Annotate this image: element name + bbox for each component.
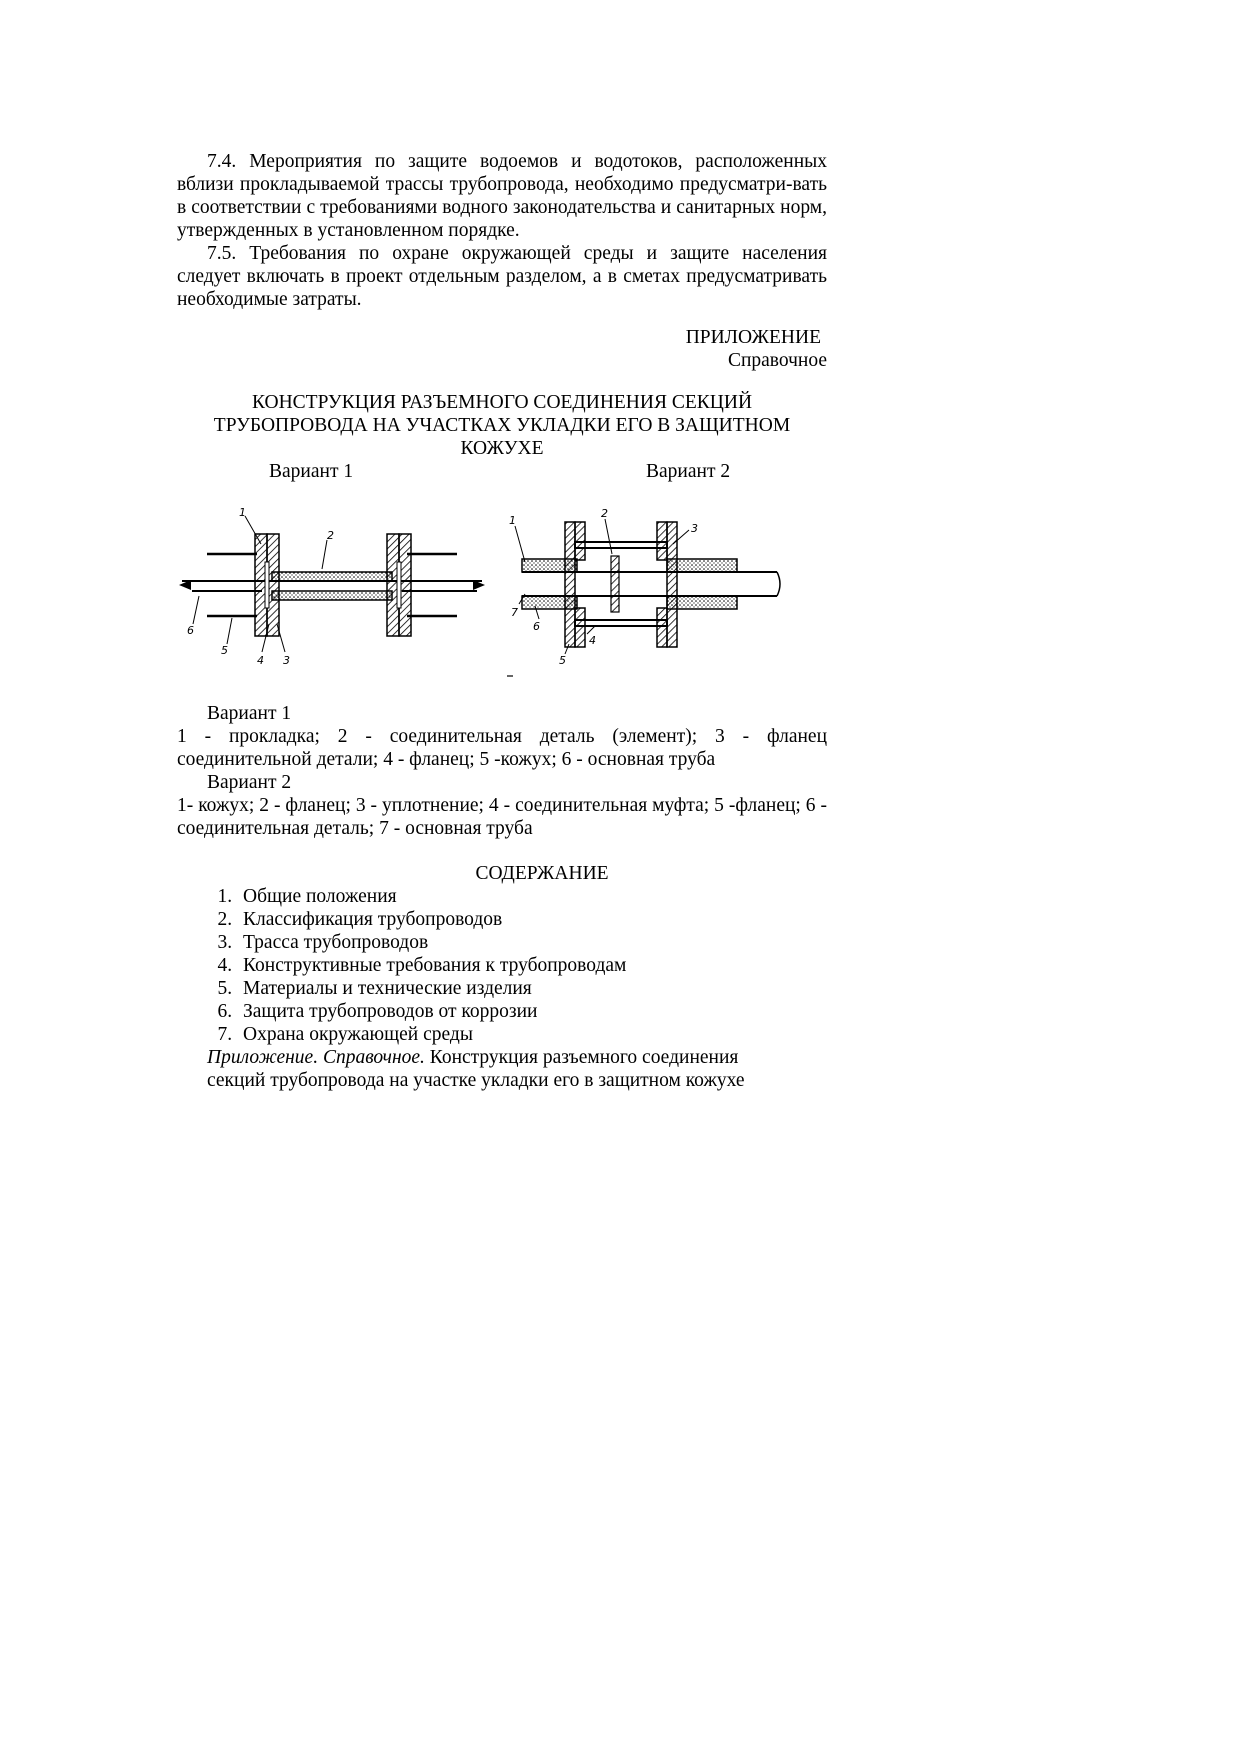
v1-label-2: 2 — [327, 529, 334, 542]
toc-item: 6. Защита трубопроводов от коррозии — [237, 1000, 827, 1023]
v2-label-2: 2 — [601, 507, 608, 520]
paragraph-7-5: 7.5. Требования по охране окружающей среды и защите населения следует включать в проект отдельным разделом, а в сметах предусматривать необходимые затраты. — [177, 243, 827, 310]
v1-label-5: 5 — [221, 644, 228, 657]
joint-diagram-figure — [177, 504, 827, 679]
toc-appendix — [177, 1046, 827, 1092]
v1-label-3: 3 — [283, 654, 290, 667]
v1-label-6: 6 — [187, 624, 194, 637]
v2-label-1: 1 — [509, 514, 516, 527]
toc-appendix-text: Конструкция разъемного соединения секций трубопровода на участке укладки его в защитном кожухе — [207, 1047, 745, 1091]
v1-label-4: 4 — [257, 654, 264, 667]
figure-legend — [177, 702, 827, 840]
toc-item: 7. Охрана окружающей среды — [237, 1023, 827, 1046]
legend-variant-1-title: Вариант 1 — [207, 703, 292, 724]
legend-variant-1-text: 1 - прокладка; 2 - соединительная деталь (элемент); 3 - фланец соединительной детали; 4 - фланец; 5 -кожух; 6 - основная труба — [177, 726, 827, 770]
v1-label-1: 1 — [239, 506, 246, 519]
v2-label-3: 3 — [691, 522, 698, 535]
toc-item: 3. Трасса трубопроводов — [237, 931, 827, 954]
v2-label-6: 6 — [533, 620, 540, 633]
toc-item: 4. Конструктивные требования к трубопроводам — [237, 954, 827, 977]
toc-appendix-label: Приложение. Справочное. — [207, 1047, 425, 1068]
document-page — [177, 150, 827, 1092]
appendix-title: КОНСТРУКЦИЯ РАЗЪЕМНОГО СОЕДИНЕНИЯ СЕКЦИЙ ТРУБОПРОВОДА НА УЧАСТКАХ УКЛАДКИ ЕГО В ЗАЩИТНОМ КОЖУХЕ — [213, 392, 791, 459]
v2-label-4: 4 — [589, 634, 596, 647]
variant-headings — [177, 460, 827, 484]
toc-item: 2. Классификация трубопроводов — [237, 908, 827, 931]
toc-title: СОДЕРЖАНИЕ — [475, 863, 609, 884]
toc-item: 5. Материалы и технические изделия — [237, 977, 827, 1000]
variant-1-drawing — [177, 504, 497, 679]
v2-label-5: 5 — [559, 654, 566, 667]
variant-2-heading: Вариант 2 — [646, 461, 731, 482]
toc-item: 1. Общие положения — [237, 885, 827, 908]
appendix-type: Справочное — [727, 350, 827, 371]
legend-variant-2-text: 1- кожух; 2 - фланец; 3 - уплотнение; 4 - соединительная муфта; 5 -фланец; 6 - соединительная деталь; 7 - основная труба — [177, 795, 827, 839]
legend-variant-2-title: Вариант 2 — [207, 772, 292, 793]
v2-label-7: 7 — [511, 606, 518, 619]
appendix-label: ПРИЛОЖЕНИЕ — [685, 327, 821, 348]
variant-1-heading: Вариант 1 — [269, 461, 354, 482]
variant-2-drawing — [507, 504, 827, 679]
paragraph-7-4: 7.4. Мероприятия по защите водоемов и водотоков, расположенных вблизи прокладываемой трассы трубопровода, необходимо предусматри-вать в соответствии с требованиями водного законодательства и санитарных норм, утвержденных в установленном порядке. — [177, 151, 827, 241]
toc-list — [177, 885, 827, 1046]
